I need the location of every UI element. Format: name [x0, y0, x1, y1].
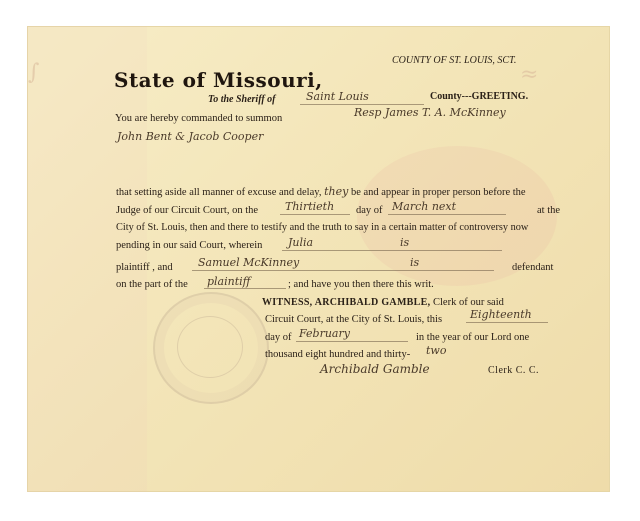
defendant-hand: Samuel McKinney — [198, 256, 300, 269]
body-line1-a: that setting aside all manner of excuse and delay, — [116, 187, 322, 198]
body-line3: City of St. Louis, then and there to testify and the truth to say in a certain matter of controversy now — [116, 222, 529, 233]
body-line2-c: at the — [537, 205, 561, 216]
witness-line1-rest: Clerk of our said — [433, 297, 504, 308]
witness-line2-a: Circuit Court, at the City of St. Louis, this — [265, 314, 443, 325]
witness-month-hand: February — [299, 327, 350, 340]
witness-year-hand: two — [426, 344, 447, 357]
state-title: State of Missouri, — [114, 68, 323, 92]
is-hand-2: is — [410, 256, 420, 269]
body-line2-a: Judge of our Circuit Court, on the — [116, 205, 259, 216]
witness-line4-a: thousand eight hundred and thirty- — [265, 349, 411, 360]
sheriff-prefix: To the Sheriff of — [208, 94, 276, 105]
body-line6-b: ; and have you then there this writ. — [288, 279, 434, 290]
body-line5-a: plaintiff , and — [116, 262, 173, 273]
clerk-label: Clerk C. C. — [488, 365, 540, 376]
embossed-seal — [153, 292, 269, 404]
county-line: COUNTY OF ST. LOUIS, SCT. — [392, 55, 517, 66]
witness-name: WITNESS, ARCHIBALD GAMBLE, — [262, 297, 431, 308]
bleed-mark: ≈ — [520, 62, 539, 87]
body-line1-b: be and appear in proper person before the — [350, 187, 526, 198]
they-hand: they — [324, 185, 349, 198]
is-hand-1: is — [400, 236, 410, 249]
body-line2-b: day of — [356, 205, 383, 216]
body-line6-a: on the part of the — [116, 279, 188, 290]
body-line5-b: defendant — [512, 262, 554, 273]
party-hand: plaintiff — [207, 275, 251, 288]
sheriff-county-hand: Saint Louis — [306, 90, 369, 103]
plaintiff-hand: Julia — [288, 236, 314, 249]
body-line4-a: pending in our said Court, wherein — [116, 240, 263, 251]
day-hand: Thirtieth — [285, 200, 335, 213]
witness-line3-a: day of — [265, 332, 292, 343]
month-hand: March next — [392, 200, 457, 213]
greeting: County---GREETING. — [430, 91, 529, 102]
summon-line: You are hereby commanded to summon — [115, 113, 283, 124]
witness-line3-b: in the year of our Lord one — [416, 332, 530, 343]
clerk-signature: Archibald Gamble — [320, 362, 430, 376]
witness-date-hand: Eighteenth — [470, 308, 532, 321]
persons-hand: John Bent & Jacob Cooper — [117, 130, 264, 143]
bleed-mark: ∫ — [28, 60, 40, 85]
respondent-hand: Resp James T. A. McKinney — [354, 106, 506, 119]
